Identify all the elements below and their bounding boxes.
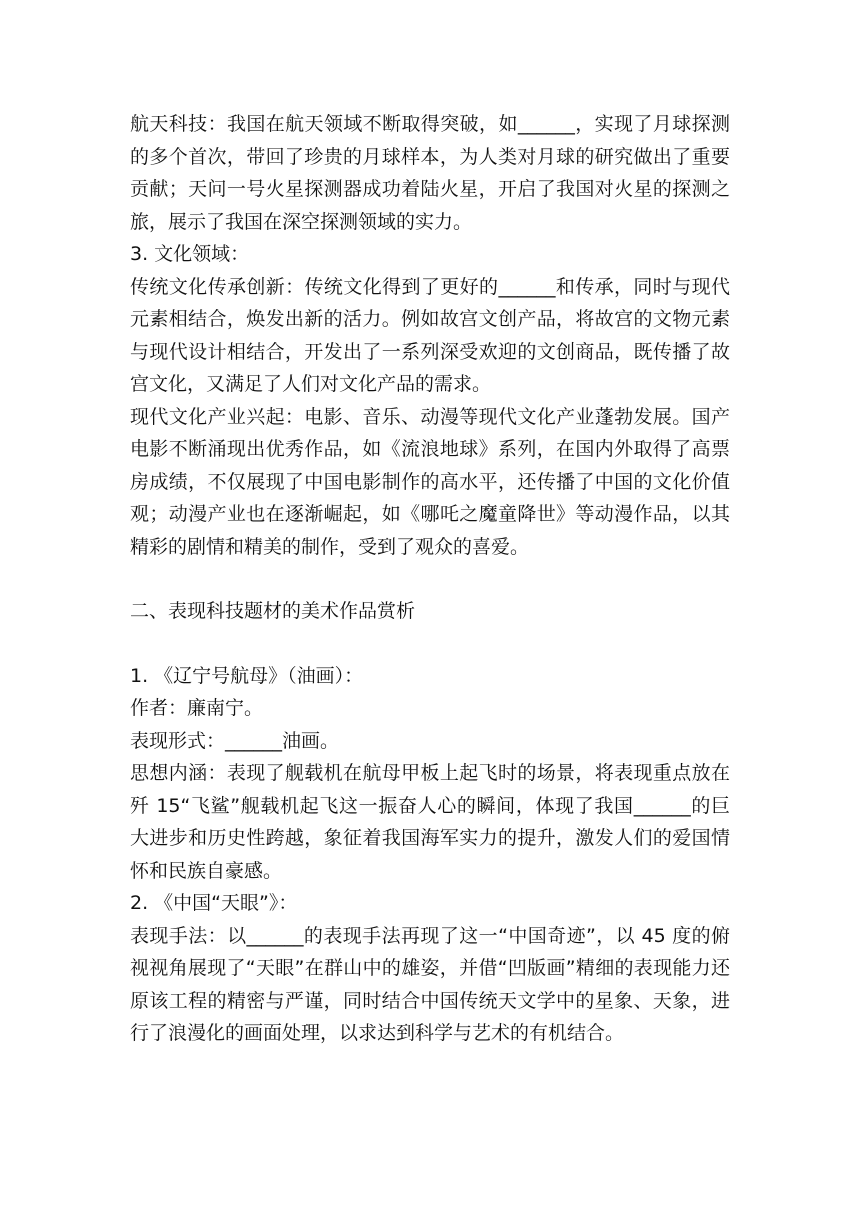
spacer [130, 628, 730, 660]
paragraph-form: 表现形式：______油画。 [130, 729, 340, 752]
heading-china-sky-eye: 2. 《中国“天眼”》： [130, 892, 298, 914]
paragraph-technique: 表现手法：以______的表现手法再现了这一“中国奇迹”，以 45 度的俯视视角展现了“天眼”在群山中的雄姿，并借“凹版画”精细的表现能力还原该工程的精密与严谨，同时结合中国传统天文学中的星象、天象，进行了浪漫化的画面处理，以求达到科学与艺术的有机结合。 [130, 924, 730, 1044]
paragraph-traditional-culture: 传统文化传承创新：传统文化得到了更好的______和传承，同时与现代元素相结合，焕发出新的活力。例如故宫文创产品，将故宫的文物元素与现代设计相结合，开发出了一系列深受欢迎的文创商品，既传播了故宫文化，又满足了人们对文化产品的需求。 [130, 275, 730, 395]
paragraph-author: 作者：廉南宁。 [130, 697, 264, 719]
spacer [130, 563, 730, 595]
document-page [130, 108, 730, 1050]
heading-liaoning-carrier: 1. 《辽宁号航母》（油画）： [130, 664, 364, 687]
section-heading-art-appreciation: 二、表现科技题材的美术作品赏析 [130, 600, 416, 622]
heading-culture-field: 3. 文化领域： [130, 243, 250, 265]
paragraph-aerospace: 航天科技：我国在航天领域不断取得突破，如______，实现了月球探测的多个首次，带回了珍贵的月球样本，为人类对月球的研究做出了重要贡献；天问一号火星探测器成功着陆火星，开启了我国对火星的探测之旅，展示了我国在深空探测领域的实力。 [130, 113, 730, 233]
paragraph-meaning: 思想内涵：表现了舰载机在航母甲板上起飞时的场景，将表现重点放在歼 15“飞鲨”舰载机起飞这一振奋人心的瞬间，体现了我国______的巨大进步和历史性跨越，象征着我国海军实力的提升，激发人们的爱国情怀和民族自豪感。 [130, 762, 730, 882]
paragraph-modern-culture-industry: 现代文化产业兴起：电影、音乐、动漫等现代文化产业蓬勃发展。国产电影不断涌现出优秀作品，如《流浪地球》系列，在国内外取得了高票房成绩，不仅展现了中国电影制作的高水平，还传播了中国的文化价值观；动漫产业也在逐渐崛起，如《哪吒之魔童降世》等动漫作品，以其精彩的剧情和精美的制作，受到了观众的喜爱。 [130, 405, 730, 558]
